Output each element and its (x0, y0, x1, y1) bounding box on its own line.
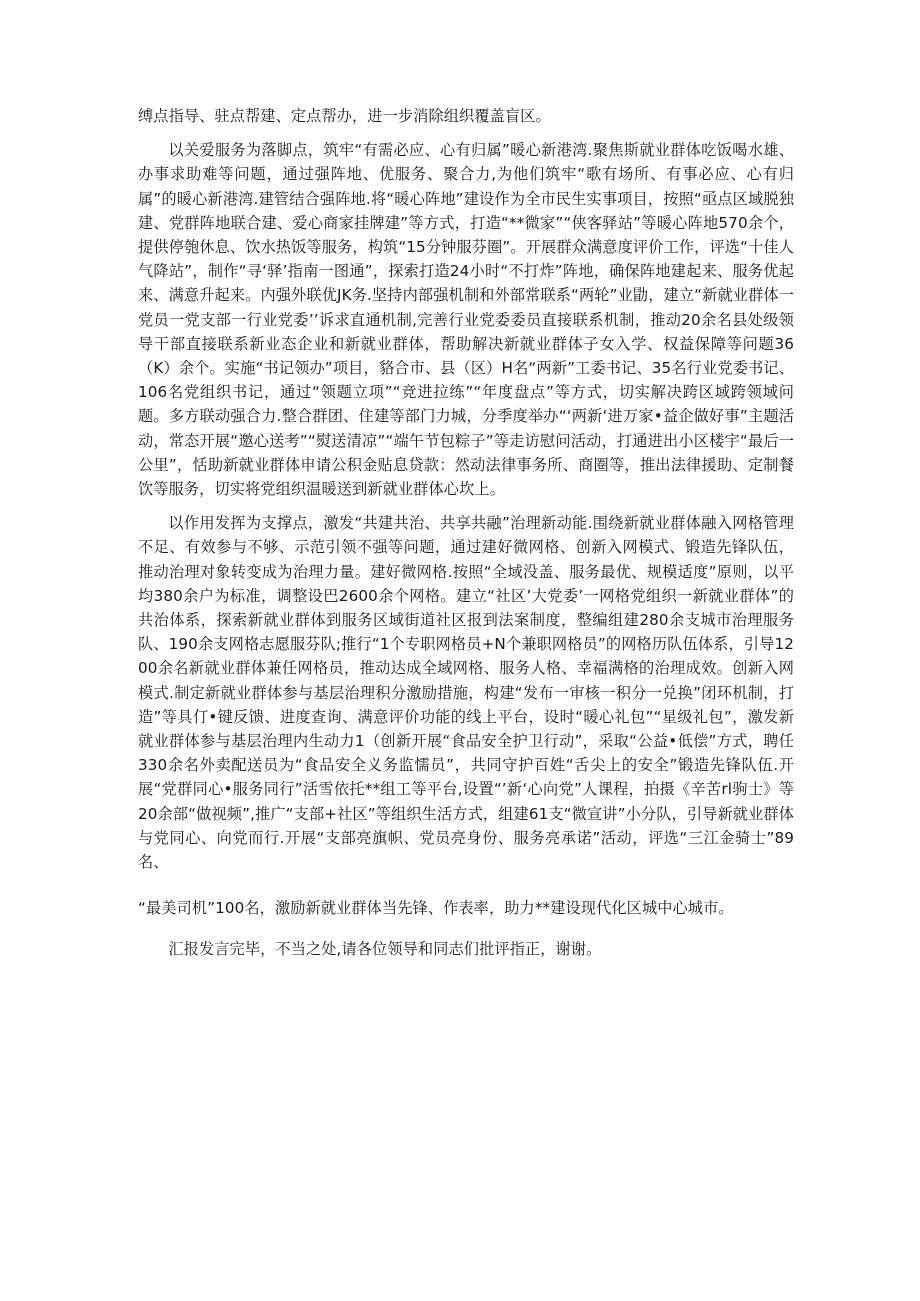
paragraph-2: 以关爱服务为落脚点，筑牢“有需必应、心有归属”暖心新港湾.聚焦斯就业群体吃饭喝水雄、办事求助难等问题，通过强阵地、优服务、聚合力,为他们筑牢“歌有场所、有事必应、心有归属”的暖心新港湾.建管结合强阵地.将“暖心阵地”建设作为全市民生实事项目，按照“亟点区域脱独建、党群阵地联合建、爱心商家挂牌建”等方式，打造“**微家”“侠客驿站”等暖心阵地570余个，提供停匏休息、饮水热饭等服务，构筑“15分钟服芬圈”。开展群众满意度评价工作，评选“十佳人气降站”，制作“寻‘驿’指南一图通”，探索打造24小时“不打炸”阵地，确保阵地建起来、服务优起来、满意升起来。内强外联优JK务.坚持内部强机制和外部常联系“两轮”业勖，建立“新就业群体一党员一党支部一行业党委’’诉求直通机制,完善行业党委委员直接联系机制，推动20余名县处级领导干部直接联系新业态企业和新就业群体，帮助解决新就业群体子女入学、权益保障等问题36（K）余个。实施“书记领办”项目，貉合市、县（区）H名“两新”工委书记、35名行业党委书记、106名党组织书记，通过“领题立项”“竞进拉练”“年度盘点”等方式，切实解决跨区域跨领域问题。多方联动强合力.整合群团、住建等部门力城，分季度举办“‘两新‘进万家•益企做好事”主题活动，常态开展“邀心送考”“熨送清凉”“端午节包粽子”等走访慰问活动，打通进出小区楼宇“最后一公里”，恬助新就业群体申请公积金贴息贷款：然动法律事务所、商圈等，推出法律援助、定制餐饮等服务，切实将党组织温暖送到新就业群体心坎上。 (138, 141, 794, 499)
paragraph-4: “最美司机”100名，激励新就业群体当先锋、作表率，助力**建设现代化区城中心城市。 (138, 899, 734, 918)
document-body (138, 104, 794, 961)
paragraph-1: 缚点指导、驻点帮建、定点帮办，进一步消除组织覆盖盲区。 (138, 107, 551, 125)
paragraph-5: 汇报发言完毕，不当之处,请各位领导和同志们批评指正，谢谢。 (168, 939, 602, 958)
paragraph-3: 以作用发挥为支撑点，激发“共建共治、共享共融”治理新动能.围绕新就业群体融入网格管理不足、有效参与不够、示范引领不强等问题，通过建好微网格、创新入网模式、锻造先锋队伍，推动治理对象转变成为治理力量。建好微网格.按照“全域没盖、服务最优、规模适度”原则，以平均380余户为标准，调整设巴2600余个网格。建立“社区’大党委’一网格党组织一新就业群体”的共治体系，探索新就业群体到服务区域街道社区报到法案制度，整编组建280余支城市治理服务队、190余支网格志愿服芬队;推行“1个专职网格员+N个兼职网格员”的网格历队伍体系，引导1200余名新就业群体兼任网格员，推动达成全域网格、服务人格、幸福满格的治理成效。创新入网模式.制定新就业群体参与基层治理积分激励措施，构建“发布一审核一积分一兑换”闭环机制，打造”等具仃•键反馈、进度查询、满意评价功能的线上平台，设时“暖心礼包”“星级礼包”，激发新就业群体参与基层治理内生动力1（创新开展“食品安全护卫行动”，采取“公益•低偿”方式，聘任330余名外卖配送员为“食品安全义务监懦员”，共同守护百姓“舌尖上的安全”锻造先锋队伍.开展“党群同心•服务同行”活雪依托**组工等平台,设置“’新‘心向党”人课程，拍摄《辛苦rl驹士》等20余部“做视频”,推广“支部+社区”等组织生活方式，组建61支“微宣讲”小分队，引导新就业群体与党同心、向党而行.开展“支部亮旗帜、党员亮身份、服务亮承诺”活动，评选“三江金骑士”89名、 (138, 514, 794, 872)
